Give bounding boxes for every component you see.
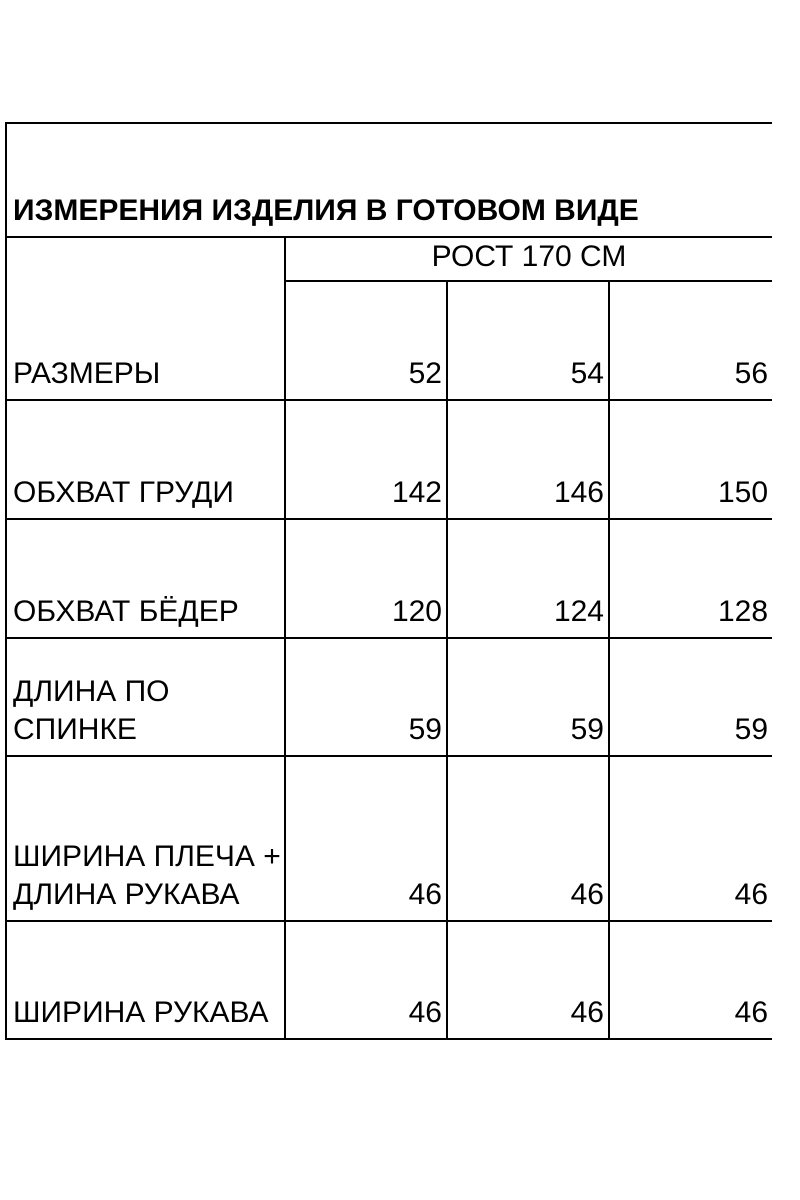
cell-value: 59: [285, 638, 447, 756]
cell-value: 46: [285, 921, 447, 1039]
cell-value: 120: [285, 519, 447, 638]
row-label: ДЛИНА ПО СПИНКЕ: [6, 638, 285, 756]
cell-value: 128: [609, 519, 772, 638]
table-row: [6, 638, 772, 756]
height-label: РОСТ 170 СМ: [285, 237, 772, 281]
cell-value: 59: [609, 638, 772, 756]
title-row: [6, 123, 772, 237]
table-row: [6, 921, 772, 1039]
row-label: ОБХВАТ ГРУДИ: [6, 400, 285, 519]
row-label: ШИРИНА РУКАВА: [6, 921, 285, 1039]
size-label-cell: РАЗМЕРЫ: [6, 237, 285, 400]
size-value: 56: [609, 281, 772, 400]
row-label: ОБХВАТ БЁДЕР: [6, 519, 285, 638]
cell-value: 46: [609, 756, 772, 921]
cell-value: 46: [285, 756, 447, 921]
header-row: [6, 237, 772, 281]
size-value: 54: [447, 281, 609, 400]
cell-value: 46: [447, 756, 609, 921]
row-label: ШИРИНА ПЛЕЧА + ДЛИНА РУКАВА: [6, 756, 285, 921]
table-row: [6, 400, 772, 519]
table-title: ИЗМЕРЕНИЯ ИЗДЕЛИЯ В ГОТОВОМ ВИДЕ: [6, 123, 772, 237]
cell-value: 124: [447, 519, 609, 638]
cell-value: 150: [609, 400, 772, 519]
measurements-table: [5, 122, 772, 1040]
cell-value: 59: [447, 638, 609, 756]
table-row: [6, 519, 772, 638]
size-value: 52: [285, 281, 447, 400]
cell-value: 146: [447, 400, 609, 519]
cell-value: 46: [447, 921, 609, 1039]
table-row: [6, 756, 772, 921]
cell-value: 142: [285, 400, 447, 519]
size-chart: [5, 122, 771, 1040]
cell-value: 46: [609, 921, 772, 1039]
